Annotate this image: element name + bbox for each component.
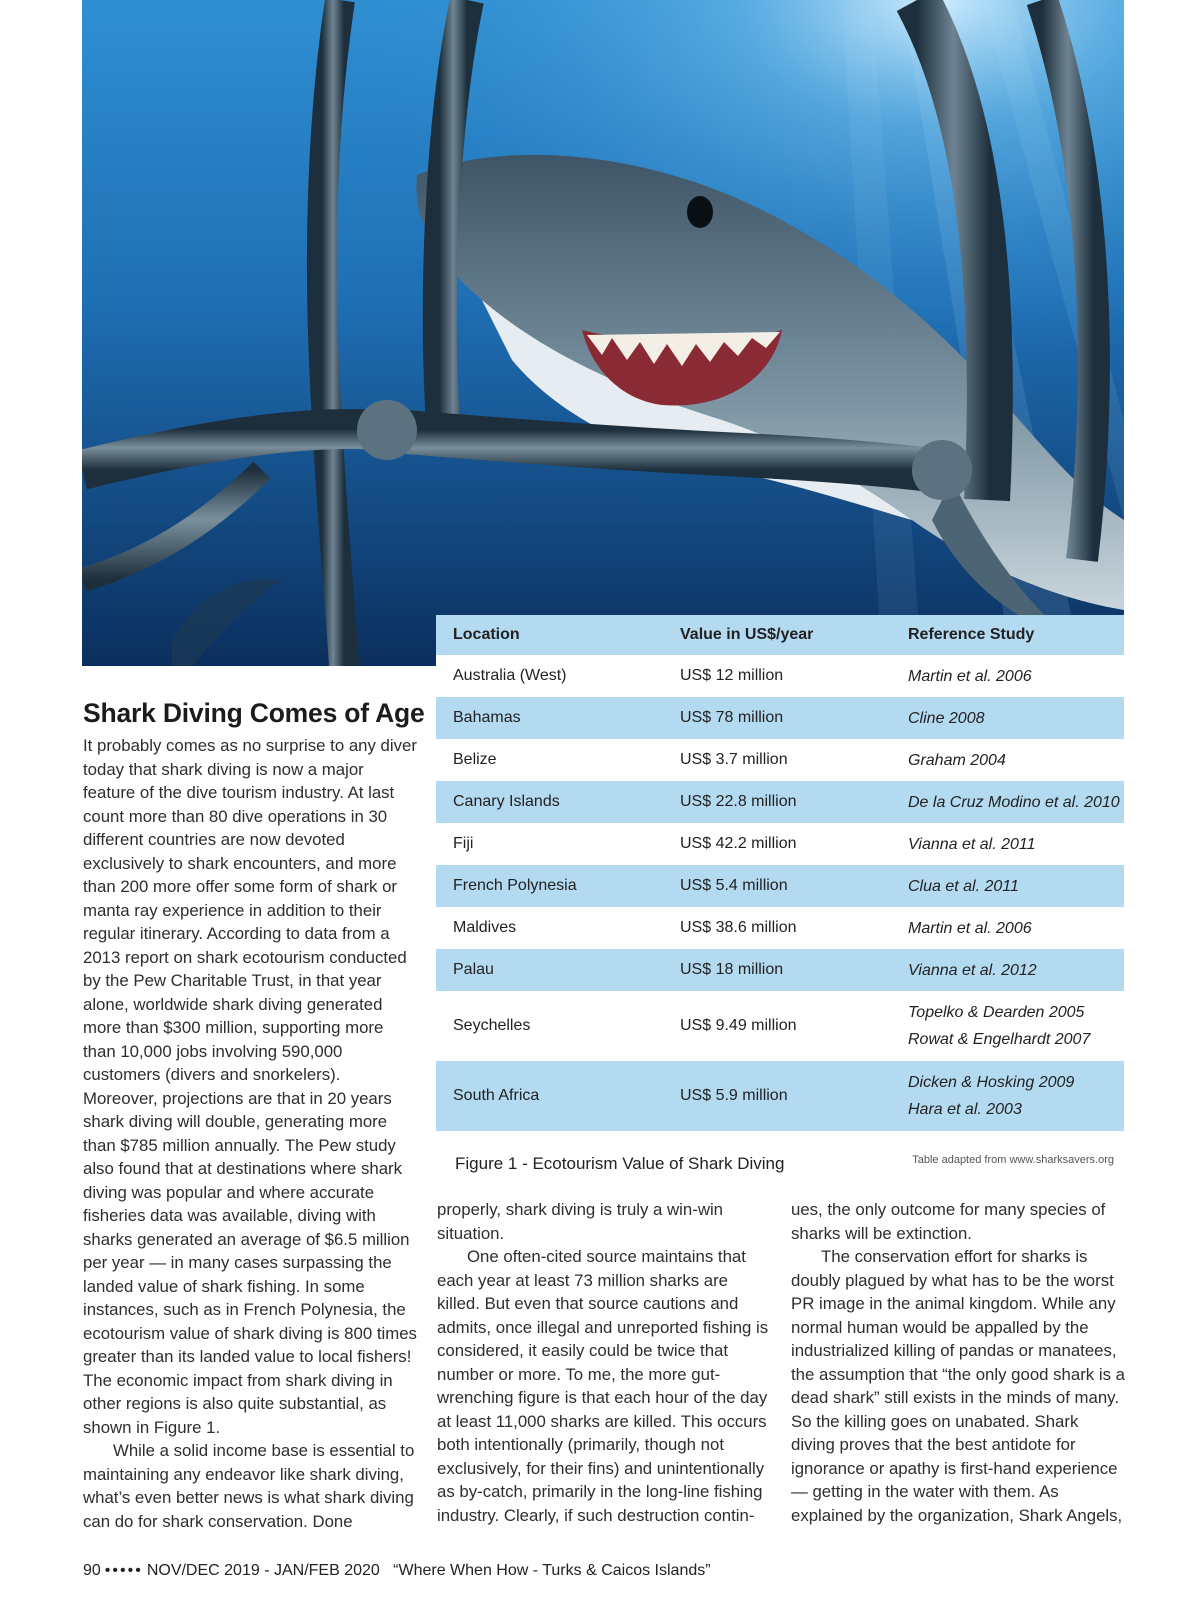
- cell-reference: [891, 823, 1124, 865]
- cell-value: US$ 42.2 million: [663, 823, 891, 865]
- table-credit: Table adapted from www.sharksavers.org: [912, 1154, 1114, 1166]
- cell-location: Canary Islands: [436, 781, 663, 823]
- cell-reference: [891, 739, 1124, 781]
- issue-date: NOV/DEC 2019 - JAN/FEB 2020: [146, 1562, 380, 1579]
- page-footer: [83, 1562, 711, 1580]
- table-row: [436, 697, 1124, 739]
- column-header-location: Location: [436, 615, 663, 655]
- article-column-2: [437, 1198, 773, 1527]
- article-paragraph: The conservation effort for sharks is doubly plagued by what has to be the worst PR image in the animal kingdom. While any normal human would be appalled by the industrialized killing of pandas or manatees, the assumption that “the only good shark is a dead shark” still exists in the minds of many. So the killing goes on unabated. Shark diving proves that the best antidote for ignorance or apathy is first-hand experience — getting in the water with them. As explained by the organization, Shark Angels,: [791, 1247, 1125, 1525]
- article-column-3: [791, 1198, 1125, 1527]
- table-row: [436, 781, 1124, 823]
- cell-value: US$ 12 million: [663, 655, 891, 697]
- table-row: [436, 739, 1124, 781]
- article-paragraph: It probably comes as no surprise to any diver today that shark diving is now a major feature of the dive tourism industry. At last count more than 80 dive operations in 30 different countries are now devoted exclusively to shark encounters, and more than 200 more offer some form of shark or manta ray experience in addition to their regular itinerary. According to data from a 2013 report on shark ecotourism conducted by the Pew Charitable Trust, in that year alone, worldwide shark diving generated more than $300 million, supporting more than 10,000 jobs involving 590,000 customers (divers and snorkelers). Moreover, projections are that in 20 years shark diving will double, generating more than $785 million annually. The Pew study also found that at destinations where shark diving was popular and where accurate fisheries data was available, diving with sharks generated an average of $6.5 million per year — in many cases surpassing the landed value of shark fishing. In some instances, such as in French Polynesia, the ecotourism value of shark diving is 800 times greater than its landed value to local fishers! The economic impact from shark diving in other regions is also quite substantial, as shown in Figure 1.: [83, 736, 417, 1437]
- cell-reference: [891, 907, 1124, 949]
- reference-line: Vianna et al. 2012: [908, 961, 1037, 979]
- reference-line: Graham 2004: [908, 751, 1006, 769]
- reference-line: Martin et al. 2006: [908, 667, 1032, 685]
- cell-reference: [891, 1061, 1124, 1131]
- table-row: [436, 907, 1124, 949]
- table-header-row: [436, 615, 1124, 655]
- reference-line: Clua et al. 2011: [908, 877, 1019, 895]
- table-row: [436, 1061, 1124, 1131]
- article-paragraph: properly, shark diving is truly a win-win situation.: [437, 1200, 724, 1243]
- cell-value: US$ 78 million: [663, 697, 891, 739]
- cell-location: Palau: [436, 949, 663, 991]
- cell-value: US$ 5.9 million: [663, 1061, 891, 1131]
- article-paragraph: One often-cited source maintains that each year at least 73 million sharks are killed. But even that source cautions and admits, once illegal and unreported fishing is considered, it easily could be twice that number or more. To me, the more gut-wrenching figure is that each hour of the day at least 11,000 sharks are killed. This occurs both intentionally (primarily, though not exclusively, for their fins) and unintentionally as by-catch, primarily in the long-line fishing industry. Clearly, if such destruction contin-: [437, 1247, 769, 1525]
- cell-reference: [891, 865, 1124, 907]
- shark-photo-illustration: [82, 0, 1124, 666]
- table-row: [436, 865, 1124, 907]
- article-column-1: [83, 734, 419, 1533]
- article-heading: Shark Diving Comes of Age: [83, 698, 425, 728]
- column-header-reference: Reference Study: [891, 615, 1124, 655]
- cell-value: US$ 18 million: [663, 949, 891, 991]
- cell-location: Belize: [436, 739, 663, 781]
- publication-name: “Where When How - Turks & Caicos Islands”: [393, 1562, 711, 1579]
- table-row: [436, 949, 1124, 991]
- reference-line: Hara et al. 2003: [908, 1101, 1022, 1118]
- table-row: [436, 655, 1124, 697]
- cell-reference: [891, 991, 1124, 1061]
- reference-line: Dicken & Hosking 2009: [908, 1074, 1075, 1091]
- reference-line: Vianna et al. 2011: [908, 835, 1036, 853]
- cell-location: South Africa: [436, 1061, 663, 1131]
- ecotourism-value-table: [436, 615, 1124, 1131]
- article-paragraph: While a solid income base is essential to maintaining any endeavor like shark diving, what’s even better news is what shark diving can do for shark conservation. Done: [83, 1441, 415, 1531]
- cell-location: Maldives: [436, 907, 663, 949]
- cell-value: US$ 38.6 million: [663, 907, 891, 949]
- table-row: [436, 991, 1124, 1061]
- cell-value: US$ 5.4 million: [663, 865, 891, 907]
- cell-location: Fiji: [436, 823, 663, 865]
- reference-line: Cline 2008: [908, 709, 985, 727]
- article-paragraph: ues, the only outcome for many species of sharks will be extinction.: [791, 1200, 1106, 1243]
- shark-cage-photo: [82, 0, 1124, 666]
- page-number: 90: [83, 1562, 101, 1579]
- figure-caption: Figure 1 - Ecotourism Value of Shark Diving: [455, 1154, 785, 1173]
- cell-reference: [891, 781, 1124, 823]
- cell-reference: [891, 655, 1124, 697]
- reference-line: Martin et al. 2006: [908, 919, 1032, 937]
- cell-reference: [891, 949, 1124, 991]
- column-header-value: Value in US$/year: [663, 615, 891, 655]
- cell-value: US$ 22.8 million: [663, 781, 891, 823]
- reference-line: Topelko & Dearden 2005: [908, 1004, 1085, 1021]
- cell-location: Australia (West): [436, 655, 663, 697]
- footer-dots: •••••: [104, 1562, 143, 1579]
- reference-line: Rowat & Engelhardt 2007: [908, 1031, 1091, 1048]
- cell-value: US$ 9.49 million: [663, 991, 891, 1061]
- cell-location: Bahamas: [436, 697, 663, 739]
- cell-location: Seychelles: [436, 991, 663, 1061]
- cell-location: French Polynesia: [436, 865, 663, 907]
- cell-reference: [891, 697, 1124, 739]
- cell-value: US$ 3.7 million: [663, 739, 891, 781]
- reference-line: De la Cruz Modino et al. 2010: [908, 793, 1120, 811]
- table-row: [436, 823, 1124, 865]
